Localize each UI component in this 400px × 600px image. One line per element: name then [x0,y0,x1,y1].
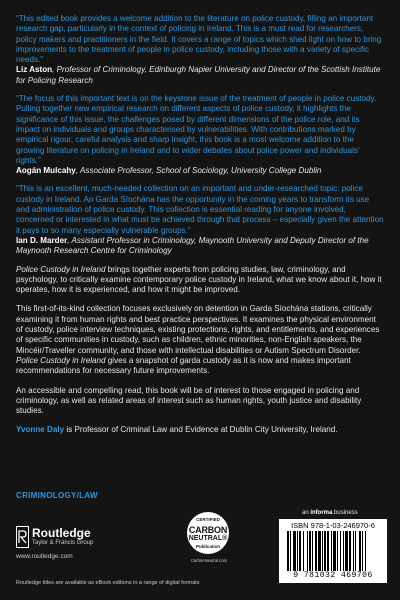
carbon-word: CARBON [188,525,228,535]
review-attribution-3 [16,236,384,257]
footer-note: Routledge titles are available as eBook editions in a range of digital formats [16,580,200,586]
book-title-2: Police Custody in Ireland [16,355,106,365]
informa-business-label [302,510,358,516]
book-title-1: Police Custody in Ireland [16,264,106,274]
publisher-logo [16,526,136,566]
reviewer-affiliation-2: , Associate Professor, School of Sociology, University College Dublin [75,166,322,176]
carbon-neutral-url: CarbonNeutral.com [190,558,228,563]
informa-suffix: business [332,510,358,516]
barcode-bar [318,531,321,571]
barcode-bar [340,531,341,571]
description-text-2b: gives a snapshot of garda custody as it is now and makes important recommendations for necessary future improvements. [16,355,351,376]
barcode-bar [315,531,317,571]
description-text-2a: This first-of-its-kind collection focuses exclusively on detention in Garda Síochána stations, critically examining it from human rights and best practice perspectives. It examines the physical environment of custody, police interview techniques, existing protections, rights, and entitlements, and experiences of specific communities in custody, such as children, ethnic minorities, non-English speakers, the Mincéir/Traveller community, and those with intellectual disabilities or Autism Spectrum Disorder. [16,304,380,355]
review-quote-2: “The focus of this important text is on the keystone issue of the treatment of people in police custody. Pulling together new empirical research on different aspects of police custody, it highlights the significance of this issue, the challenges posed by different dimensions of the police role, and its impact on individuals and groups characterised by vulnerabilities. With contributions marked by empirical rigour, careful analysis and sharp insight, this book is a most welcome addition to the growing literature on policing in Ireland and to wider debates about police power and individuals’ rights.” [16,94,377,165]
barcode-bar [309,531,311,571]
barcode-bar [327,531,329,571]
review-quote-3: “This is an excellent, much-needed collection on an important and under-researched topic: police custody in Ireland. An Garda Síochána has the opportunity in the coming years to transform its use and administration of police custody. This collection is essential reading for anyone involved, concerned or interested in what must be achieved through that process – especially given the attention it pays to so many especially vulnerable groups.” [16,184,384,235]
barcode-bar [343,531,344,571]
publisher-name: Routledge [32,526,91,540]
author-name: Yvonne Daly [16,425,65,435]
publication-word: Publication [195,544,221,549]
description-paragraph-3: An accessible and compelling read, this book will be of interest to those engaged in policing and criminology, as well as related areas of interest such as human rights, youth justice and disability studies. [16,385,362,416]
subject-category: CRIMINOLOGY/LAW [16,491,98,500]
barcode-bar [322,531,323,571]
barcode-bar [307,531,308,571]
barcode-bar [345,531,348,571]
review-attribution-1 [16,65,384,86]
barcode-bar [337,531,338,571]
barcode-bar [293,531,296,571]
reviewer-name-1: Liz Aston [16,65,53,75]
isbn-label: ISBN 978-1-03-246970-6 [291,521,375,530]
barcode-bar [290,531,291,571]
reviewer-name-3: Ian D. Marder [16,235,68,245]
barcode-bar [303,531,304,571]
reviewer-affiliation-3: , Assistant Professor in Criminology, Maynooth University and Deputy Director of the Maynooth Research Centre for Criminology [16,235,369,256]
barcode-bar [362,531,363,571]
barcode-bar [324,531,326,571]
author-bio [16,425,384,435]
description-text-1: brings together experts from policing studies, law, criminology, and psychology, to critically examine contemporary police custody in Ireland, what we know about it, how it operates, how it is experienced, and how it might be improved. [16,264,382,295]
carbon-neutral-icon [187,512,229,554]
description-paragraph-1 [16,265,384,296]
review-attribution-2 [16,166,384,176]
barcode-bar [299,531,301,571]
barcode-bar [312,531,313,571]
reviewer-affiliation-1: , Professor of Criminology, Edinburgh Napier University and Director of the Scottish Institute for Policing Research [16,65,381,85]
barcode-bar [331,531,332,571]
back-cover-text [16,14,384,436]
barcode-bar [333,531,336,571]
barcode-bar [349,531,351,571]
routledge-logo-icon [16,526,29,548]
barcode-bar [287,531,289,571]
author-bio-text: is Professor of Criminal Law and Evidence at Dublin City University, Ireland. [64,425,338,435]
barcode-bar [355,531,356,571]
informa-brand: informa [310,510,333,516]
barcode-bar [365,531,366,571]
barcode-number: 9 781032 469706 [293,571,373,580]
neutral-word: NEUTRAL® [188,535,228,542]
description-paragraph-2 [16,304,384,376]
publisher-group: Taylor & Francis Group [32,540,94,546]
isbn-barcode [279,519,387,583]
barcode-bar [297,531,298,571]
carbon-certified-text: CERTIFIED [196,517,220,522]
review-quote-1: “This edited book provides a welcome addition to the literature on police custody, filling an important research gap, particularly in the context of policing in Ireland. This is a must read for researchers, policy makers and practitioners in the field. It covers a range of topics which shed light on how to bring improvements to the treatment of people in police custody, including those with a variety of specific needs.” [16,14,382,65]
publisher-url: www.routledge.com [16,553,73,560]
informa-prefix: an [302,510,311,516]
reviewer-name-2: Aogán Mulcahy [16,166,76,176]
barcode-bar [353,531,354,571]
barcode-icon [285,531,381,571]
carbon-neutral-badge [187,512,231,572]
barcode-bar [359,531,361,571]
